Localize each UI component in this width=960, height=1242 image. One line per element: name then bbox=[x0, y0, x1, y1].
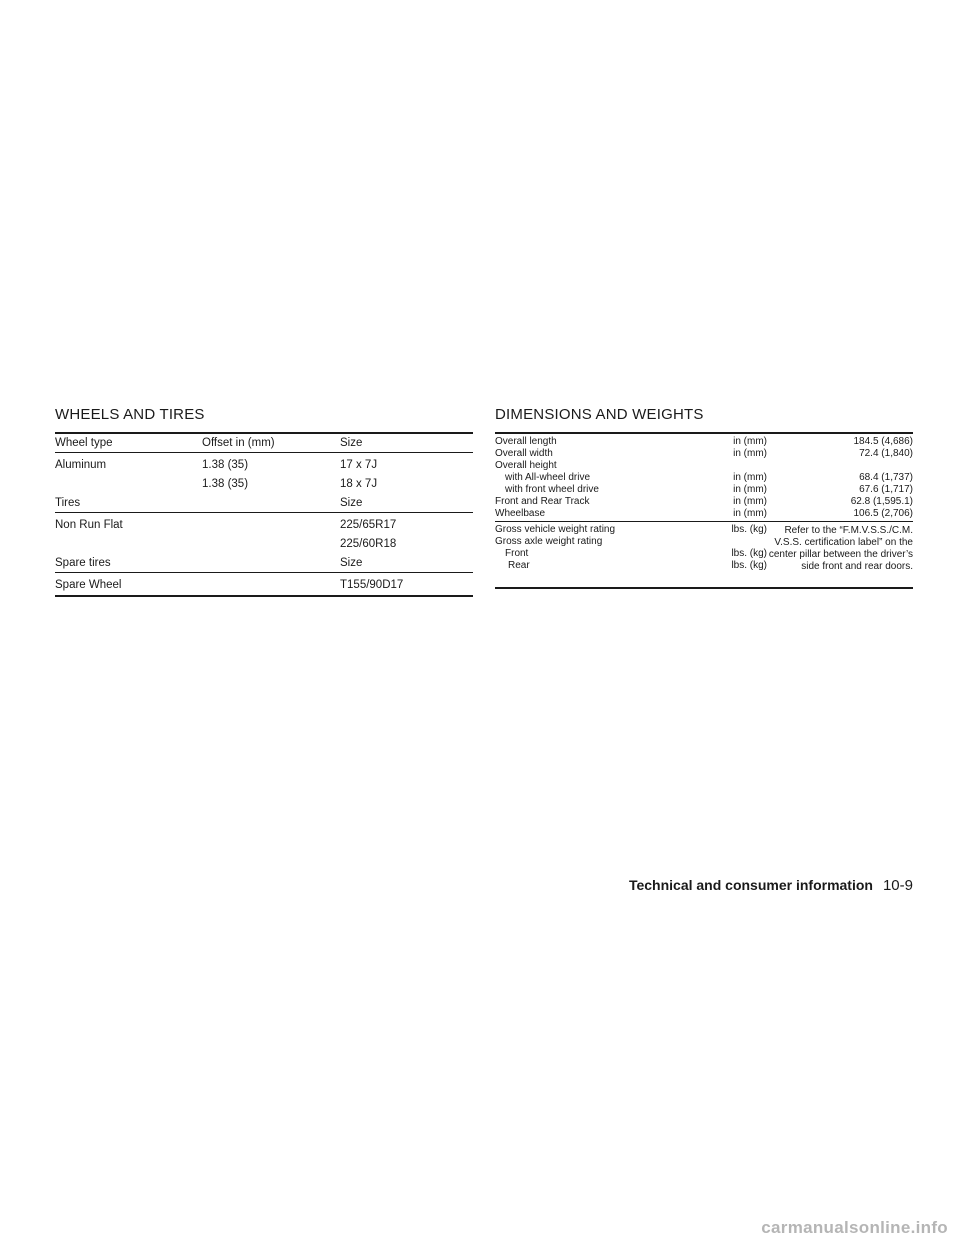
dimension-unit: in (mm) bbox=[733, 508, 767, 519]
spare-type-cell: Spare Wheel bbox=[55, 579, 122, 591]
weight-unit bbox=[667, 536, 767, 548]
dimension-unit bbox=[667, 460, 767, 472]
tires-size-header: Size bbox=[340, 497, 363, 509]
dimension-unit: in (mm) bbox=[733, 448, 767, 459]
spare-size-header: Size bbox=[340, 557, 363, 569]
watermark-logo: carmanualsonline.info bbox=[761, 1218, 948, 1237]
table-row bbox=[495, 548, 767, 560]
dimensions-table bbox=[495, 432, 913, 522]
table-row bbox=[495, 524, 767, 536]
dimension-label: with All-wheel drive bbox=[505, 472, 591, 483]
spare-size-cell: T155/90D17 bbox=[340, 579, 404, 591]
dimension-label: with front wheel drive bbox=[505, 484, 599, 495]
wheel-header-row bbox=[55, 434, 473, 453]
size-cell: 18 x 7J bbox=[340, 478, 378, 490]
dimension-value: 67.6 (1,717) bbox=[859, 484, 913, 495]
table-row bbox=[495, 460, 913, 472]
dimensions-weights-title: DIMENSIONS AND WEIGHTS bbox=[495, 406, 704, 423]
dimension-label: Overall length bbox=[495, 436, 557, 447]
table-row bbox=[495, 508, 913, 520]
tire-type-cell bbox=[55, 535, 202, 554]
weight-unit: lbs. (kg) bbox=[731, 548, 767, 559]
dimension-unit: in (mm) bbox=[733, 496, 767, 507]
weight-unit: lbs. (kg) bbox=[731, 524, 767, 535]
offset-header: Offset in (mm) bbox=[202, 437, 275, 449]
tire-type-cell: Non Run Flat bbox=[55, 519, 123, 531]
table-row bbox=[55, 456, 473, 475]
table-row bbox=[495, 448, 913, 460]
table-row bbox=[495, 560, 767, 572]
tire-size-cell: 225/65R17 bbox=[340, 519, 397, 531]
wheel-type-cell bbox=[55, 475, 202, 494]
wheels-tires-table bbox=[55, 432, 473, 597]
wheel-type-header: Wheel type bbox=[55, 437, 113, 449]
dimension-value bbox=[767, 460, 913, 472]
dimension-value: 68.4 (1,737) bbox=[859, 472, 913, 483]
dimension-label: Wheelbase bbox=[495, 508, 546, 519]
page-footer bbox=[560, 877, 913, 894]
dimension-value: 62.8 (1,595.1) bbox=[850, 496, 913, 507]
tires-header: Tires bbox=[55, 497, 81, 509]
chapter-title: Technical and consumer information bbox=[628, 877, 873, 893]
table-row bbox=[495, 536, 767, 548]
page-number: 10-9 bbox=[882, 877, 913, 894]
weight-label: Gross axle weight rating bbox=[495, 536, 603, 547]
weight-label: Gross vehicle weight rating bbox=[495, 524, 616, 535]
size-cell: 17 x 7J bbox=[340, 459, 378, 471]
table-row bbox=[495, 496, 913, 508]
table-row bbox=[55, 475, 473, 494]
dimension-unit: in (mm) bbox=[733, 436, 767, 447]
dimension-label: Front and Rear Track bbox=[495, 496, 590, 507]
spare-tires-header: Spare tires bbox=[55, 557, 111, 569]
table-row bbox=[55, 576, 473, 595]
wheels-and-tires-section bbox=[55, 406, 473, 597]
weight-label: Front bbox=[505, 548, 529, 559]
weights-note: Refer to the “F.M.V.S.S./C.M. V.S.S. certification label” on the center pillar between the driver’s side front and rear doors. bbox=[768, 525, 913, 572]
table-row bbox=[495, 436, 913, 448]
wheel-type-cell: Aluminum bbox=[55, 459, 107, 471]
offset-cell: 1.38 (35) bbox=[202, 459, 249, 471]
dimension-value: 72.4 (1,840) bbox=[859, 448, 913, 459]
table-row bbox=[55, 516, 473, 535]
tires-header-row bbox=[55, 494, 473, 513]
dimension-value: 184.5 (4,686) bbox=[853, 436, 913, 447]
dimension-label: Overall width bbox=[495, 448, 553, 459]
spare-header-row bbox=[55, 554, 473, 573]
offset-cell: 1.38 (35) bbox=[202, 478, 249, 490]
tire-size-cell: 225/60R18 bbox=[340, 538, 397, 550]
wheels-tires-title: WHEELS AND TIRES bbox=[55, 406, 205, 423]
dimension-unit: in (mm) bbox=[733, 472, 767, 483]
weights-table bbox=[495, 522, 913, 589]
dimension-value: 106.5 (2,706) bbox=[853, 508, 913, 519]
size-header: Size bbox=[340, 437, 363, 449]
dimensions-and-weights-section bbox=[495, 406, 913, 589]
table-row bbox=[55, 535, 473, 554]
weight-label: Rear bbox=[508, 560, 530, 571]
table-row bbox=[495, 472, 913, 484]
dimension-label: Overall height bbox=[495, 460, 557, 471]
dimension-unit: in (mm) bbox=[733, 484, 767, 495]
table-row bbox=[495, 484, 913, 496]
weight-unit: lbs. (kg) bbox=[731, 560, 767, 571]
